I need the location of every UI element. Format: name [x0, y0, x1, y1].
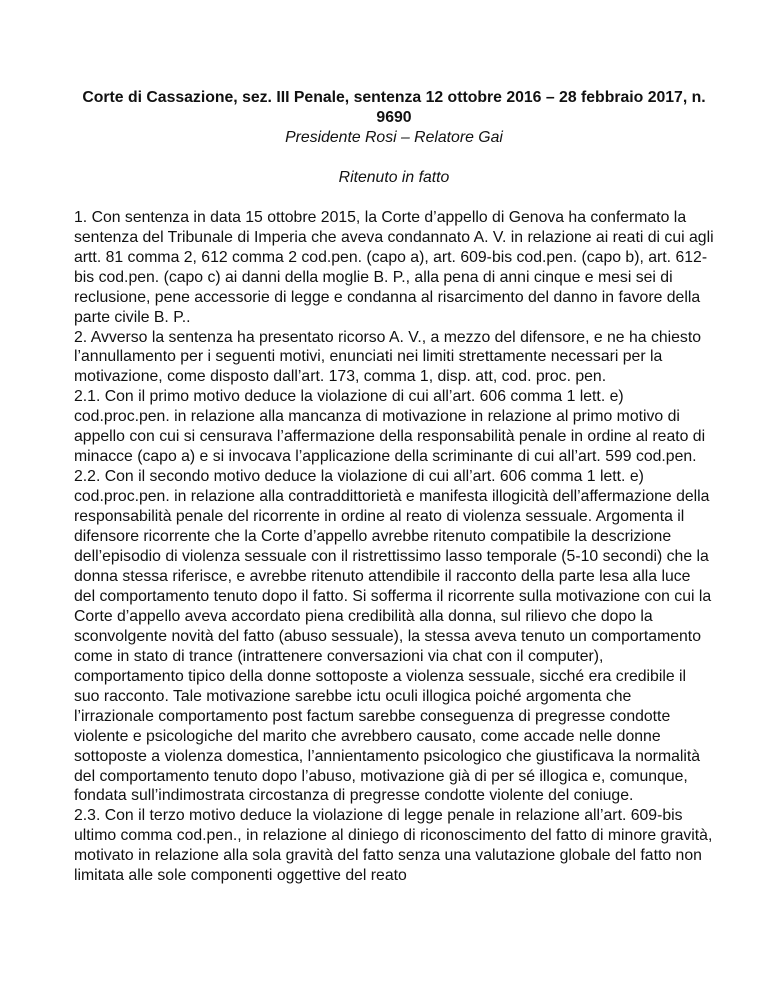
paragraph: 2. Avverso la sentenza ha presentato ricorso A. V., a mezzo del difensore, e ne ha chiesto l’annullamento per i seguenti motivi, enunciati nei limiti strettamente necessari per la motivazione, come disposto dall’art. 173, comma 1, disp. att, cod. proc. pen.	[74, 328, 701, 386]
document-header	[74, 88, 714, 148]
paragraph: 2.3. Con il terzo motivo deduce la violazione di legge penale in relazione all’art. 609-bis ultimo comma cod.pen., in relazione al diniego di riconoscimento del fatto di minore gravità, motivato in relazione alla sola gravità del fatto senza una valutazione globale del fatto non limitata alle sole componenti oggettive del reato	[74, 807, 713, 885]
paragraph: 2.2. Con il secondo motivo deduce la violazione di cui all’art. 606 comma 1 lett. e) cod.proc.pen. in relazione alla contraddittorietà e manifesta illogicità dell’affermazione della responsabilità penale del ricorrente in ordine al reato di violenza sessuale. Argomenta il difensore ricorrente che la Corte d’appello avrebbe ritenuto compatibile la descrizione dell’episodio di violenza sessuale con il ristrettissimo lasso temporale (5-10 secondi) che la donna stessa riferisce, e avrebbe ritenuto attendibile il racconto della parte lesa alla luce del comportamento tenuto dopo il fatto. Si sofferma il ricorrente sulla motivazione con cui la Corte d’appello aveva accordato piena credibilità alla donna, sul rilievo che dopo la sconvolgente novità del fatto (abuso sessuale), la stessa aveva tenuto un comportamento come in stato di trance (intrattenere conversazioni via chat con il computer), comportamento tipico della donne sottoposte a violenza sessuale, sicché era credibile il suo racconto. Tale motivazione sarebbe ictu oculi illogica poiché argomenta che l’irrazionale comportamento post factum sarebbe conseguenza di pregresse condotte violente e psicologiche del marito che avrebbero causato, come accade nelle donne sottoposte a violenza domestica, l’annientamento psicologico che giustificava la normalità del comportamento tenuto dopo l’abuso, motivazione già di per sé illogica e, comunque, fondata sull’indimostrata circostanza di pregresse condotte violente del coniuge.	[74, 468, 712, 805]
paragraph: 1. Con sentenza in data 15 ottobre 2015, la Corte d’appello di Genova ha confermato la sentenza del Tribunale di Imperia che aveva condannato A. V. in relazione ai reati di cui agli artt. 81 comma 2, 612 comma 2 cod.pen. (capo a), art. 609-bis cod.pen. (capo b), art. 612-bis cod.pen. (capo c) ai danni della moglie B. P., alla pena di anni cinque e mesi sei di reclusione, pene accessorie di legge e condanna al risarcimento del danno in favore della parte civile B. P..	[74, 208, 714, 326]
paragraph: 2.1. Con il primo motivo deduce la violazione di cui all’art. 606 comma 1 lett. e) cod.proc.pen. in relazione alla mancanza di motivazione in relazione al primo motivo di appello con cui si censurava l’affermazione della responsabilità penale in ordine al reato di minacce (capo a) e si invocava l’applicazione della scriminante di cui all’art. 599 cod.pen.	[74, 388, 706, 466]
section-heading: Ritenuto in fatto	[338, 168, 450, 186]
document-page	[74, 88, 714, 886]
document-title: Corte di Cassazione, sez. III Penale, sentenza 12 ottobre 2016 – 28 febbraio 2017, n. 9690	[82, 89, 706, 126]
document-body	[74, 208, 714, 886]
document-subtitle: Presidente Rosi – Relatore Gai	[285, 128, 503, 146]
